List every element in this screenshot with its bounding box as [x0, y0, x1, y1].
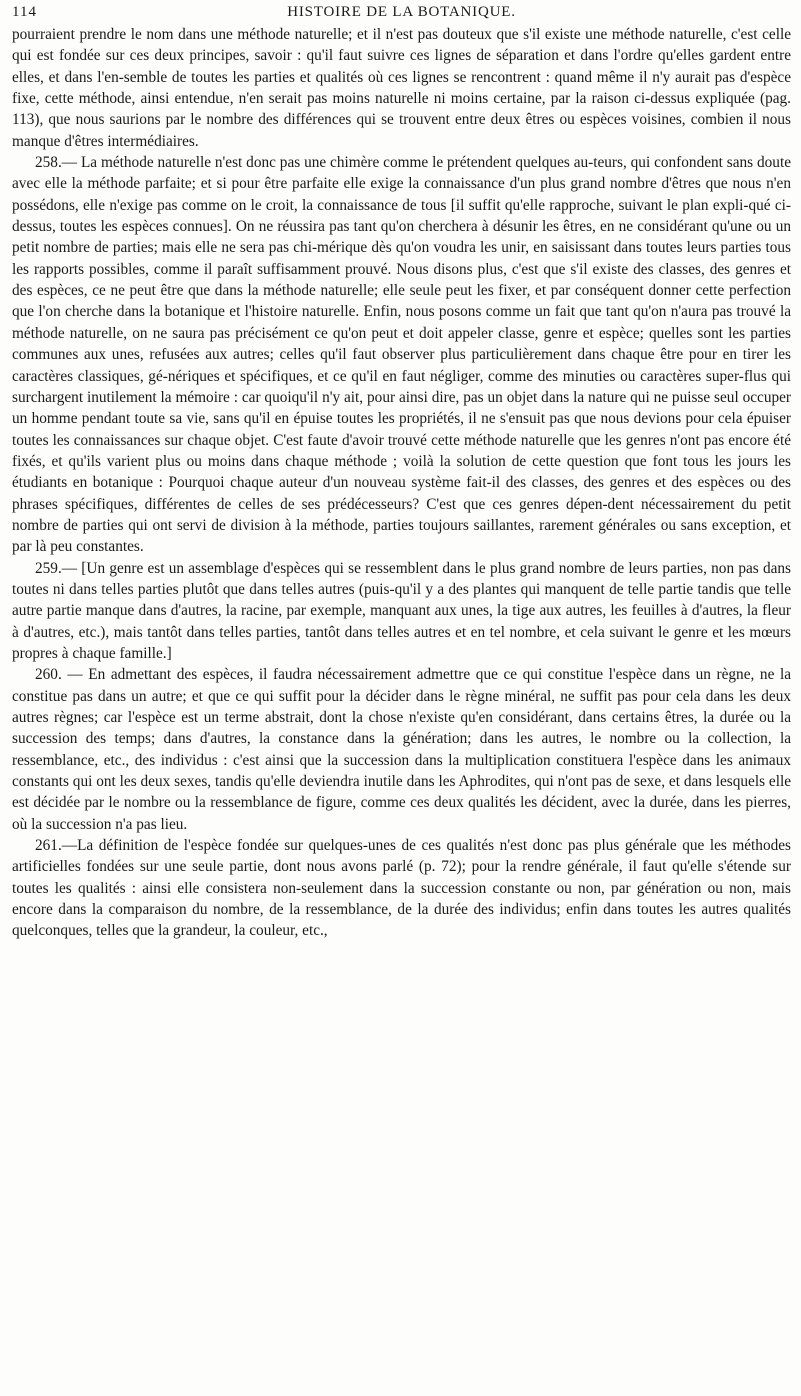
page-header [12, 2, 791, 24]
running-head: HISTOIRE DE LA BOTANIQUE. [287, 4, 516, 20]
paragraph-260: 260. — En admettant des espèces, il faudra nécessairement admettre que ce qui constitue l'espèce dans un règne, ne la constitue pas dans un autre; et que ce qui suffit pour la décider dans le règne minéral, ne suffit pas pour cela dans les deux autres règnes; car l'espèce est un terme abstrait, dont la chose n'existe qu'en considérant, dans certains êtres, la durée ou la succession des temps; dans d'autres, la constance dans la génération; dans les autres, le nombre ou la collection, la ressemblance, etc., des individus : c'est ainsi que la succession dans la multiplication constituera l'espèce dans les animaux constants qui ont les deux sexes, tandis qu'elle deviendra inutile dans les Aphrodites, qui n'ont pas de sexe, et dans lesquels elle est décidée par le nombre ou la ressemblance de figure, comme ces deux qualités les décident, avec la durée, dans les pierres, où la succession n'a pas lieu. [12, 666, 791, 833]
paragraph-261: 261.—La définition de l'espèce fondée sur quelques-unes de ces qualités n'est donc pas plus générale que les méthodes artificielles fondées sur une seule partie, dont nous avons parlé (p. 72); pour la rendre générale, il faut qu'elle s'étende sur toutes les qualités : ainsi elle consistera non-seulement dans la succession constante ou non, par génération ou non, mais encore dans la comparaison du nombre, de la ressemblance, de la durée des individus; enfin dans toutes les autres qualités quelconques, telles que la grandeur, la couleur, etc., [12, 837, 791, 940]
body-text [12, 24, 791, 942]
paragraph-259: 259.— [Un genre est un assemblage d'espèces qui se ressemblent dans le plus grand nombre de leurs parties, non pas dans toutes ni dans telles parties plutôt que dans telles autres (puis-qu'il y a des plantes qui manquent de telle partie tandis que telle autre partie manque dans d'autres, la racine, par exemple, manquant aux unes, la tige aux autres, les feuilles à d'autres, la fleur à d'autres, etc.), mais tantôt dans telles parties, tantôt dans telles autres et en tel nombre, et cela suivant le genre et les mœurs propres à chaque famille.] [12, 559, 791, 662]
page-number: 114 [12, 4, 37, 20]
paragraph-258: 258.— La méthode naturelle n'est donc pas une chimère comme le prétendent quelques au-teurs, qui confondent sans doute avec elle la méthode parfaite; et si pour être parfaite elle exige la connaissance d'un plus grand nombre d'êtres que nous n'en possédons, elle n'exige pas comme on le croit, la connaissance de tous [il suffit qu'elle rapproche, suivant le plan expli-qué ci-dessus, toutes les espèces connues]. On ne réussira pas tant qu'on cherchera à désunir les êtres, en ne considérant qu'une ou un petit nombre de parties; mais elle ne sera pas chi-mérique dès qu'on voudra les unir, en saisissant dans toutes leurs parties tous les rapports possibles, comme il paraît suffisamment prouvé. Nous disons plus, c'est que s'il existe des classes, des genres et des espèces, ce ne peut être que dans la méthode naturelle; elle seule peut les fixer, et par conséquent donner cette perfection que l'on cherche dans la botanique et l'histoire naturelle. Enfin, nous posons comme un fait que tant qu'on n'aura pas trouvé la méthode naturelle, on ne saura pas précisément ce qu'on peut et doit appeler classe, genre et espèce; quelles sont les parties communes aux unes, refusées aux autres; celles qu'il faut observer plus particulièrement dans chaque être pour en tirer les caractères classiques, gé-nériques et spécifiques, et ce qu'il en faut négliger, comme des minuties ou caractères super-flus qui surchargent inutilement la mémoire : car quoiqu'il n'y ait, pour ainsi dire, pas un objet dans la nature qui ne puisse seul occuper un homme pendant toute sa vie, sans qu'il en épuise toutes les propriétés, il ne s'ensuit pas que nous devions pour cela épuiser toutes les connaissances sur chaque objet. C'est faute d'avoir trouvé cette méthode naturelle que les genres n'ont pas encore été fixés, et qu'ils varient plus ou moins dans chaque méthode ; voilà la solution de cette question que font tous les jours les étudiants en botanique : Pourquoi chaque auteur d'un nouveau système fait-il des classes, des genres et des espèces ou des phrases spécifiques, différentes de celles de ses prédécesseurs? C'est que ces genres dépen-dent nécessairement du petit nombre de parties qui ont servi de division à la méthode, parties toujours saillantes, rarement générales ou sans exception, et par là peu constantes. [12, 154, 791, 556]
paragraph-continuation: pourraient prendre le nom dans une méthode naturelle; et il n'est pas douteux que s'il existe une méthode naturelle, c'est celle qui est fondée sur ces deux principes, savoir : qu'il faut suivre ces lignes de séparation et dans l'ordre qu'elles gardent entre elles, et dans l'en-semble de toutes les parties et qualités où ces lignes se rencontrent : quand même il n'y aurait pas d'espèce fixe, cette méthode, ainsi entendue, n'en serait pas moins naturelle ni moins certaine, par la raison ci-dessus expliquée (pag. 113), que nous saurions par le nombre des différences qui se trouvent entre deux êtres ou espèces voisines, combien il nous manque d'êtres intermédiaires. [12, 26, 791, 150]
